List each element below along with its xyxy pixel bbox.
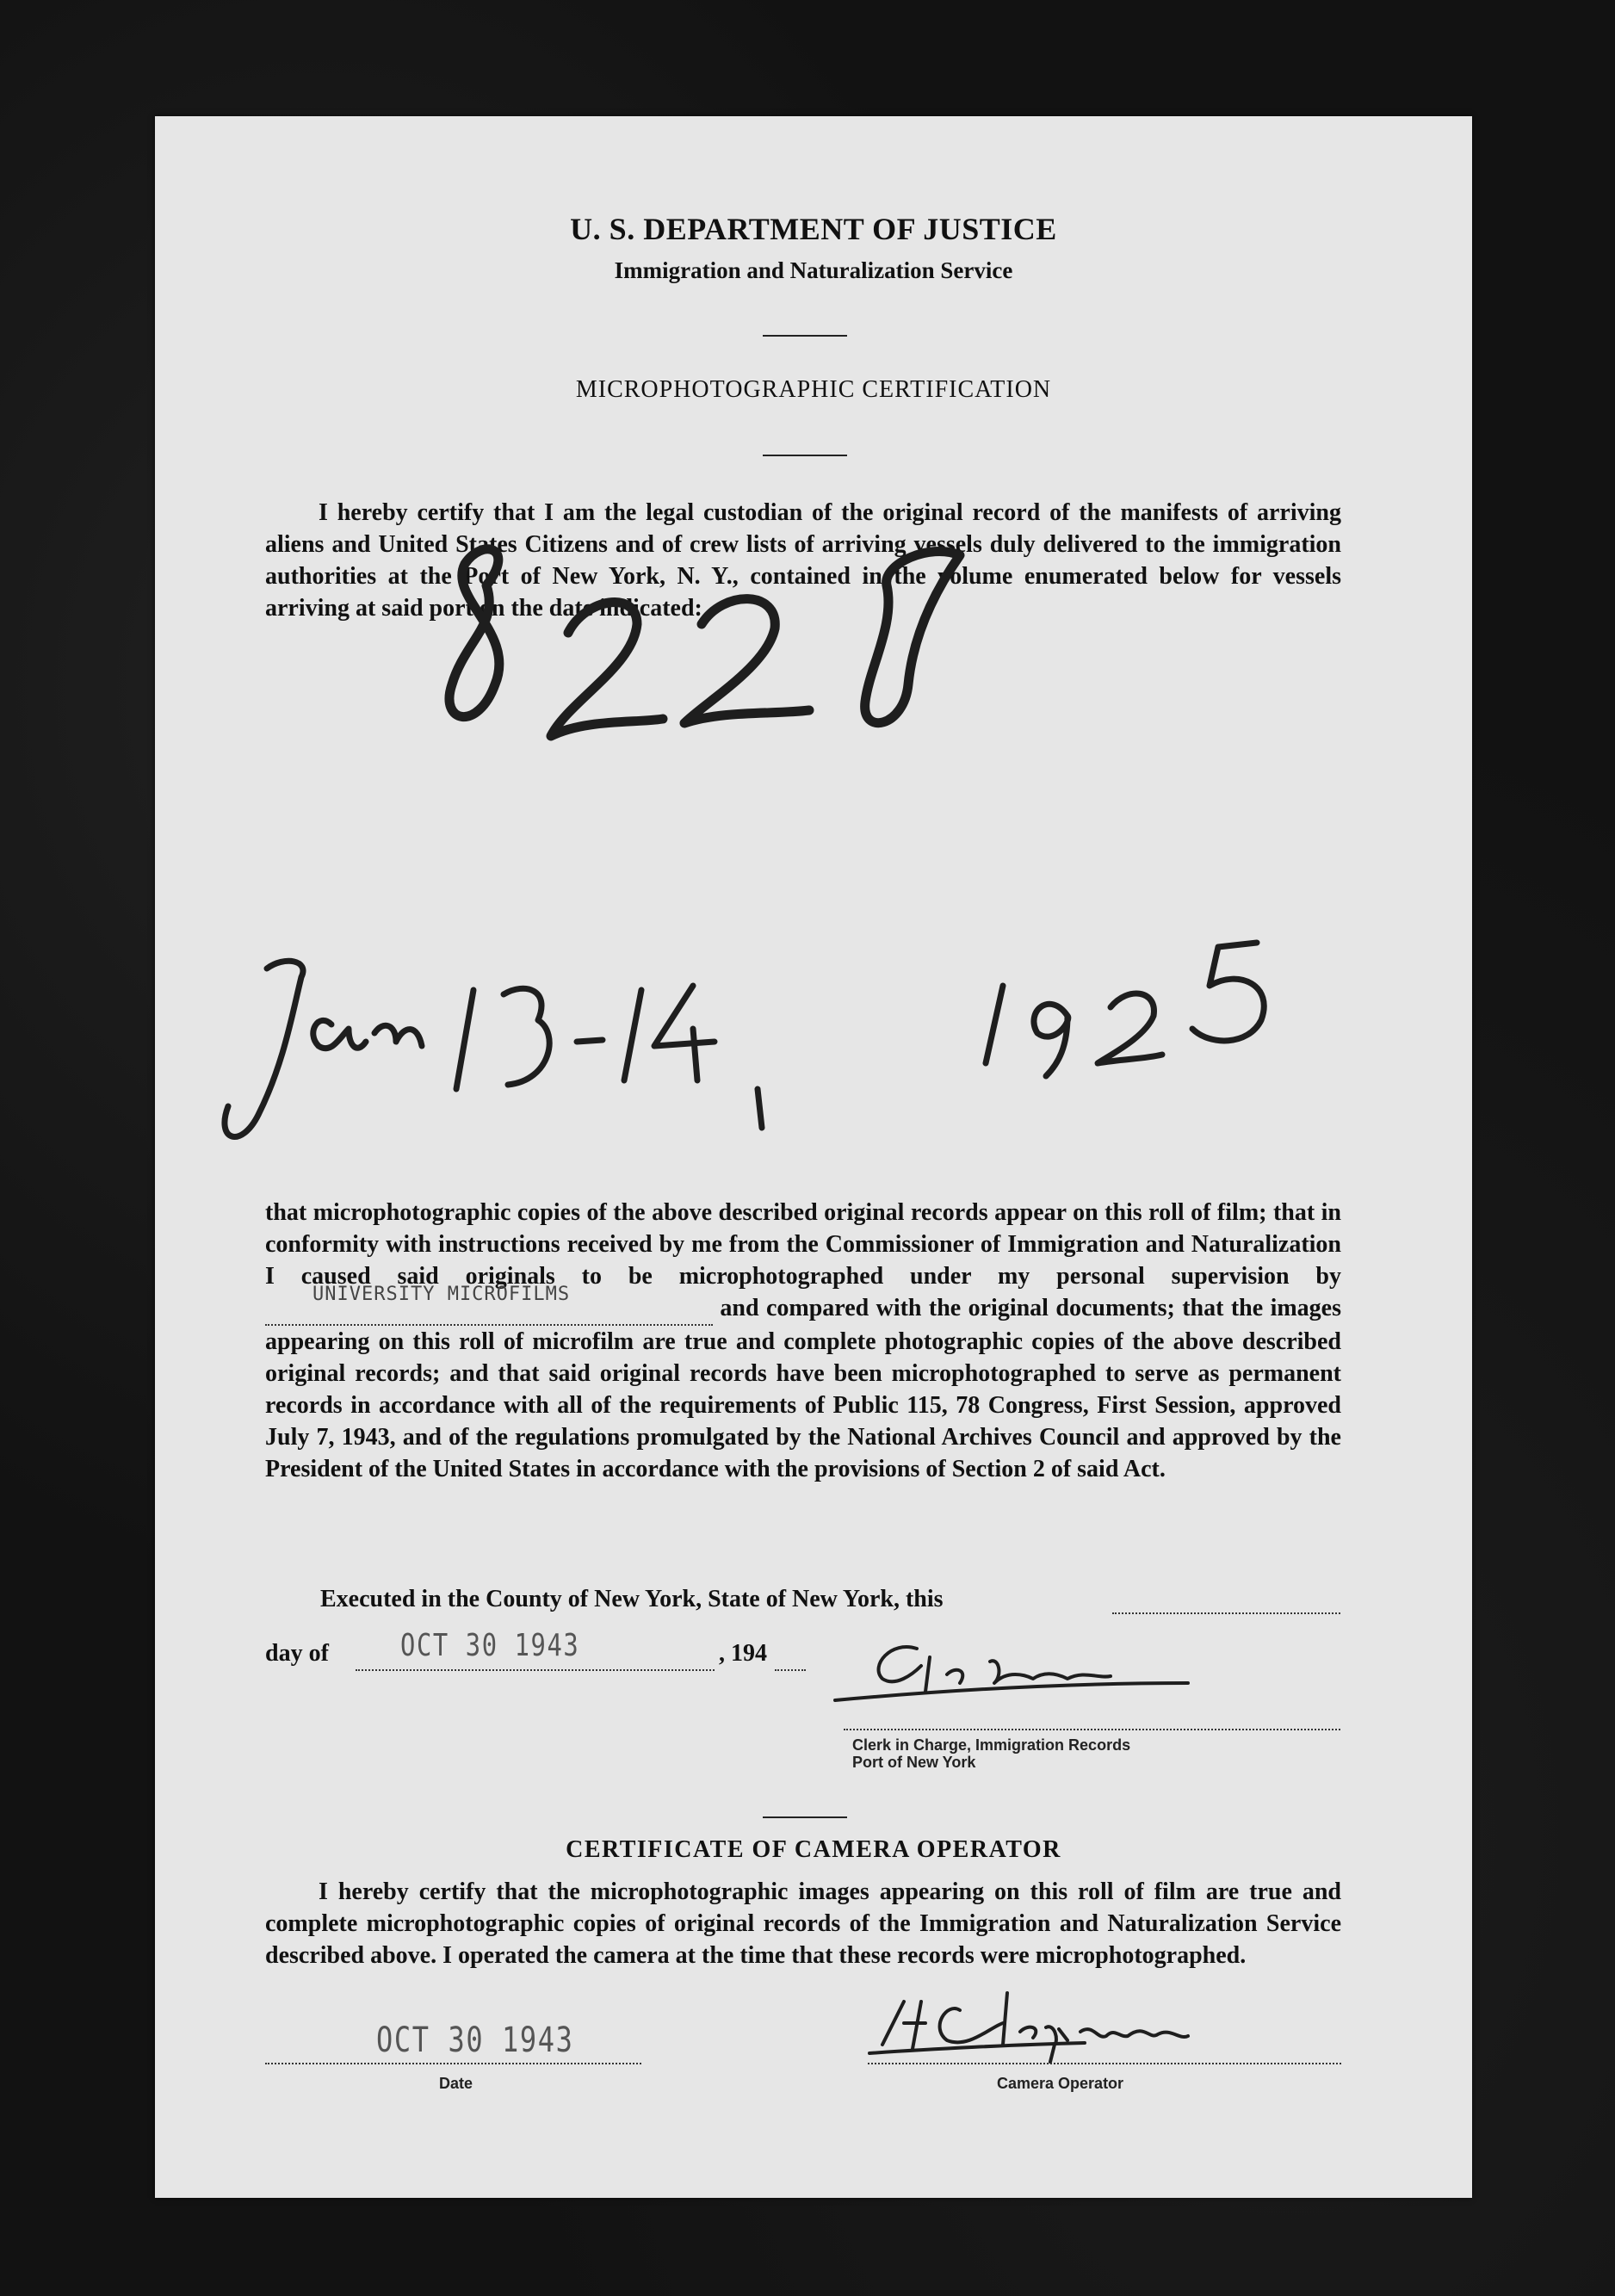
body-part-1: that microphotographic copies of the above described original records appear on this roll of film; that in conformity with instructions received by me from the Commissioner of Immigration and Naturalization I caused said originals to be microphotographed under my personal supervision by — [265, 1199, 1341, 1290]
clerk-title — [852, 1736, 1130, 1771]
certification-intro: I hereby certify that I am the legal custodian of the original record of the manifests of arriving aliens and United States Citizens and of crew lists of arriving vessels duly delivered to the immigration authorities at the Port of New York, N. Y., contained in the volume enumerated below for vessels arriving at said port on the date indicated: — [265, 499, 1341, 622]
department-heading: U. S. DEPARTMENT OF JUSTICE — [570, 212, 1057, 246]
divider — [763, 455, 847, 456]
operator-date-stamp: OCT 30 1943 — [376, 2021, 574, 2060]
divider — [763, 1816, 847, 1818]
certification-body — [265, 1197, 1341, 1485]
certificate-page — [155, 116, 1472, 2198]
service-subheading: Immigration and Naturalization Service — [614, 257, 1013, 283]
execution-date-stamp: OCT 30 1943 — [400, 1628, 580, 1663]
divider — [763, 335, 847, 337]
clerk-signature — [835, 1647, 1188, 1700]
year-prefix: , 194 — [719, 1640, 767, 1667]
clerk-title-line-1: Clerk in Charge, Immigration Records — [852, 1736, 1131, 1754]
execution-day-blank — [1112, 1612, 1340, 1614]
operator-signature — [869, 1993, 1188, 2062]
date-label: Date — [439, 2075, 473, 2092]
operator-signature-line — [868, 2063, 1341, 2064]
microfilmed-by-stamp: UNIVERSITY MICROFILMS — [312, 1284, 571, 1305]
arrival-dates-handwriting — [225, 943, 1264, 1136]
camera-operator-heading: CERTIFICATE OF CAMERA OPERATOR — [566, 1836, 1061, 1863]
microfilmed-by-field — [265, 1284, 713, 1326]
date-line — [265, 2063, 641, 2064]
executed-statement: Executed in the County of New York, State of New York, this — [320, 1586, 944, 1612]
clerk-signature-line — [844, 1729, 1340, 1730]
year-blank — [775, 1669, 806, 1671]
body-part-2: and compared with the original documents; that the images appearing on this roll of microfilm are true and complete photographic copies of the above described original records; and that said original records have been microphotographed to serve as permanent records in accordance with all of the requirements of Public 115, 78 Congress, First Session, approved July 7, 1943, and of the regulations promulgated by the National Archives Council and approved by the President of the United States in accordance with the provisions of Section 2 of said Act. — [265, 1295, 1341, 1482]
camera-operator-label: Camera Operator — [997, 2075, 1124, 2092]
day-of-label: day of — [265, 1640, 329, 1667]
form-title: MICROPHOTOGRAPHIC CERTIFICATION — [575, 376, 1052, 403]
clerk-title-line-2: Port of New York — [852, 1754, 976, 1771]
execution-month-blank — [356, 1669, 715, 1671]
camera-operator-text: I hereby certify that the microphotographic images appearing on this roll of film are true and complete microphotographic copies of original records of the Immigration and Naturalization Service described above. I operated the camera at the time that these records were microphotographed. — [265, 1878, 1341, 1969]
